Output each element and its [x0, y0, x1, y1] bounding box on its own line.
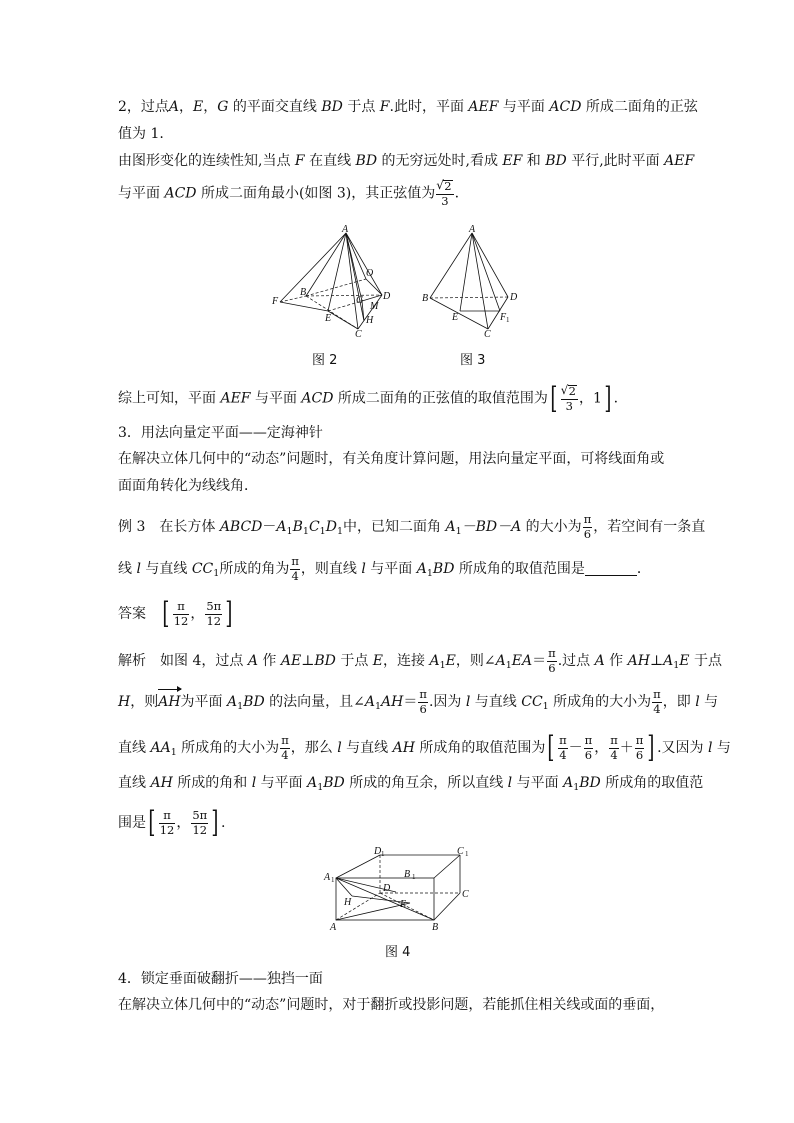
fraction: $\frac{\pi}{6}$ [635, 733, 644, 762]
figure-4-cuboid-diagram [320, 845, 480, 935]
paragraph-line: 在解决立体几何中的“动态”问题时，有关角度计算问题，用法向量定平面，可将线面角或 [118, 451, 665, 467]
paragraph-line: 值为 1. [118, 126, 164, 142]
fraction: √ $\frac{2}{3}$ [561, 385, 578, 412]
fraction: $\frac{5\pi}{12}$ [206, 599, 222, 628]
svg-text:D: D [383, 883, 391, 894]
svg-text:F: F [500, 312, 507, 323]
fraction: $\frac{\pi}{4}$ [610, 733, 618, 762]
fraction: $\frac{\pi}{4}$ [559, 733, 567, 762]
section-3-title: 3．用法向量定平面——定海神针 [118, 425, 323, 441]
svg-text:A: A [330, 922, 337, 933]
figure-2-pyramid-diagram [270, 225, 400, 337]
paragraph-line: 与平面 ACD 所成二面角最小(如图 3)，其正弦值为 √ $\frac{2}{3}$ . [118, 180, 459, 207]
fraction: $\frac{\pi}{4}$ [653, 687, 661, 716]
svg-text:F: F [272, 296, 279, 307]
paragraph-line: 2，过点A，E，G 的平面交直线 BD 于点 F.此时，平面 AEF 与平面 ACD 所成二面角的正弦 [118, 99, 698, 115]
figure-4-caption: 图 4 [385, 945, 411, 960]
solution-line: 直线 $AA_1$ 所成角的大小为 $\frac{\pi}{4}$ ，那么 l 与直线 AH 所成角的取值范围为[ $\frac{\pi}{4}$ － $\frac{\pi}{6}$ ， $\frac{\pi}{4}$ ＋ $\frac{\pi}{6}$ ] .又因为 l 与 [118, 730, 731, 765]
fraction: √ $\frac{2}{3}$ [436, 180, 453, 207]
svg-text:A: A [469, 225, 476, 235]
fraction: $\frac{\pi}{6}$ [584, 733, 593, 762]
svg-text:1: 1 [506, 316, 510, 324]
fraction: $\frac{\pi}{6}$ [419, 687, 427, 716]
answer-blank [585, 561, 637, 576]
svg-text:C: C [484, 329, 491, 337]
figure-3-pyramid-diagram [420, 225, 525, 337]
svg-text:1: 1 [331, 876, 335, 884]
svg-text:C: C [457, 846, 464, 857]
svg-text:M: M [370, 301, 379, 312]
svg-text:B: B [300, 287, 307, 298]
svg-text:A: A [324, 872, 331, 883]
fraction: $\frac{\pi}{12}$ [173, 599, 189, 628]
svg-text:H: H [344, 897, 352, 908]
vector-AH: AH [158, 694, 181, 710]
solution-line: 解析 如图 4，过点 A 作 AE⊥BD 于点 E，连接 $A_1E$，则$\angle A_1EA=$ $\frac{\pi}{6}$ .过点 A 作 $AH\perp A_1E$ 于点 [118, 646, 722, 675]
fraction: $\frac{\pi}{12}$ [159, 808, 175, 837]
svg-text:D: D [510, 292, 518, 303]
svg-text:D: D [383, 291, 391, 302]
svg-text:G: G [356, 295, 364, 306]
svg-text:A: A [342, 225, 349, 235]
svg-text:1: 1 [381, 850, 385, 858]
svg-text:C: C [462, 889, 469, 900]
paragraph-line: 在解决立体几何中的“动态”问题时，对于翻折或投影问题，若能抓住相关线或面的垂面， [118, 997, 665, 1013]
answer-line: 答案 [ $\frac{\pi}{12}$ ， $\frac{5\pi}{12}$ ] [118, 596, 233, 631]
svg-text:1: 1 [465, 850, 469, 858]
paragraph-line: 综上可知，平面 AEF 与平面 ACD 所成二面角的正弦值的取值范围为[ √ $\frac{2}{3}$ ，1] . [118, 385, 618, 412]
svg-text:O: O [366, 268, 374, 279]
fraction: $\frac{5\pi}{12}$ [192, 808, 208, 837]
example-3-line: 线 l 与直线 $CC_1$所成的角为 $\frac{\pi}{4}$ ，则直线 l 与平面 $A_1BD$ 所成角的取值范围是 ． [118, 554, 651, 583]
figure-2-caption: 图 2 [312, 353, 338, 368]
svg-text:B: B [432, 922, 439, 933]
solution-line: 直线 AH 所成的角和 l 与平面 $A_1BD$ 所成的角互余，所以直线 l 与平面 $A_1BD$ 所成角的取值范 [118, 775, 704, 793]
fraction: $\frac{\pi}{4}$ [291, 554, 299, 583]
svg-text:B: B [422, 293, 429, 304]
svg-text:E: E [452, 312, 459, 323]
svg-text:H: H [366, 315, 374, 326]
paragraph-line: 由图形变化的连续性知,当点 F 在直线 BD 的无穷远处时,看成 EF 和 BD 平行,此时平面 AEF [118, 153, 695, 169]
paragraph-line: 面面角转化为线线角． [118, 478, 258, 494]
svg-text:1: 1 [412, 873, 416, 881]
svg-text:E: E [325, 313, 332, 324]
solution-line: H，则AH为平面 $A_1BD$ 的法向量，且$\angle A_1AH=$ $\frac{\pi}{6}$ .因为 l 与直线 $CC_1$ 所成角的大小为 $\frac{\pi}{4}$ ，即 l 与 [118, 687, 719, 716]
section-4-title: 4．锁定垂面破翻折——独挡一面 [118, 971, 323, 987]
svg-text:C: C [355, 329, 362, 337]
figure-3-caption: 图 3 [460, 353, 486, 368]
fraction: $\frac{\pi}{6}$ [548, 646, 556, 675]
fraction: $\frac{\pi}{4}$ [281, 733, 289, 762]
example-3-line: 例 3 在长方体 $ABCD-A_1B_1C_1D_1$中，已知二面角 $A_1-BD-A$ 的大小为 $\frac{\pi}{6}$ ，若空间有一条直 [118, 512, 706, 541]
answer-label: 答案 [118, 606, 146, 622]
example-label: 例 3 [118, 519, 146, 535]
fraction: $\frac{\pi}{6}$ [583, 512, 592, 541]
svg-text:B: B [404, 869, 411, 880]
solution-label: 解析 [118, 653, 146, 669]
svg-text:E: E [400, 899, 407, 910]
svg-text:D: D [374, 846, 382, 857]
solution-line: 围是[ $\frac{\pi}{12}$ ， $\frac{5\pi}{12}$ ] . [118, 805, 226, 840]
